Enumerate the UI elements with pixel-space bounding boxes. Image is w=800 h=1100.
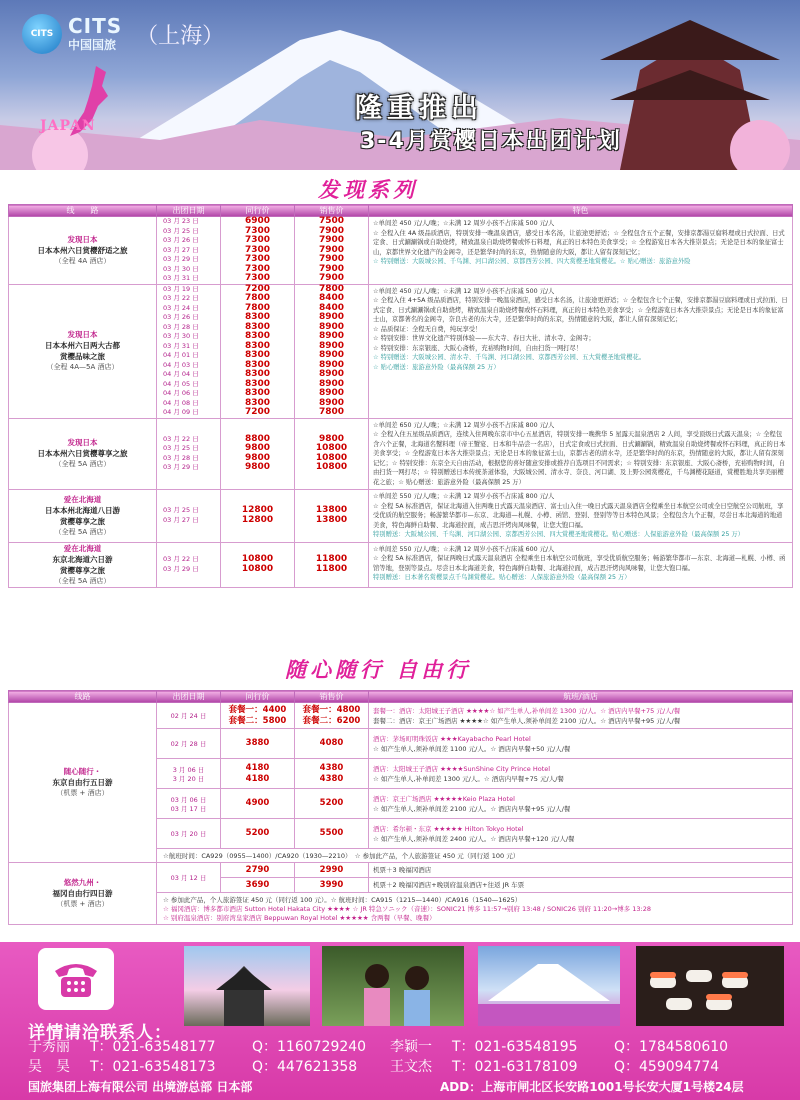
- departure-date: 03 月 30 日: [163, 264, 199, 273]
- column-header: 航班/酒店: [369, 691, 793, 703]
- departure-date: 03 月 23 日: [163, 217, 199, 225]
- sale-price: 8900: [318, 312, 345, 322]
- contact-name: 吴 昊: [28, 1059, 70, 1075]
- peer-price: 9800: [244, 443, 271, 454]
- feature-text: ☆单间差 650 元/人/晚；☆未满 12 周岁小孩不占床减 800 元/人: [373, 421, 555, 429]
- column-header: 同行价: [221, 205, 295, 217]
- feature-cell: [369, 217, 793, 285]
- hotel-cell: [369, 759, 793, 789]
- globe-icon: CITS: [22, 14, 62, 54]
- peer-price: 4180: [245, 762, 270, 773]
- peer-price: 7300: [244, 273, 271, 283]
- discovery-table: [8, 204, 793, 588]
- feature-text: 特别赠送：日本著名赏樱景点千鸟渊赏樱花。贴心赠送：人保旅游意外险（最高保额 25 万）: [373, 574, 631, 581]
- peer-price-cell: [221, 729, 295, 759]
- peer-price: 8300: [244, 369, 271, 379]
- feature-text: ☆ 特别赠送：大阪城公园、千鸟渊、河口湖公园、京都西芳公园、四大赏樱圣地赏樱花。☆ 贴心赠送：旅游意外险: [373, 258, 691, 265]
- cits-logo: [22, 14, 224, 54]
- sale-price: 7900: [318, 273, 345, 283]
- peer-price-cell: 2790: [221, 863, 295, 878]
- route-line: 日本本州北海道八日游: [45, 505, 120, 515]
- departure-date: 04 月 06 日: [163, 389, 199, 397]
- peer-price: 12800: [241, 505, 274, 516]
- route-line: （机票 + 酒店）: [56, 900, 109, 908]
- route-line: 随心随行・: [63, 767, 102, 776]
- sale-price: 8900: [318, 397, 345, 408]
- peer-price: 6900: [244, 216, 271, 226]
- column-header: 同行价: [221, 691, 295, 703]
- peer-price: 7300: [244, 263, 271, 274]
- castle-photo: [184, 946, 310, 1026]
- table-row: [9, 284, 793, 418]
- hotel-text: 酒店：希尔顿・东京 ★★★★★ Hilton Tokyo Hotel: [373, 824, 524, 833]
- departure-date: 03 月 22 日: [163, 434, 199, 443]
- sale-price: 8900: [318, 359, 345, 370]
- hotel-text: ☆ 如产生单人,须补单间差 2400 元/人。☆ 酒店内早餐+120 元/人/餐: [373, 834, 575, 843]
- dates-cell: [157, 759, 221, 789]
- column-header: 线路: [9, 691, 157, 703]
- dates-cell: [157, 789, 221, 819]
- route-line: （全程 4A 酒店）: [54, 256, 111, 265]
- sale-price: 7900: [318, 263, 345, 274]
- sale-price: 10800: [315, 462, 348, 473]
- departure-date: 03 月 27 日: [163, 245, 199, 254]
- hotel-text: 套餐一：酒店：太阳城王子酒店 ★★★★☆ 如产生单人,补单间差 1300 元/人。☆ 酒店内早餐+75 元/人/餐: [373, 706, 681, 715]
- route-line: 赏樱尊享之旅: [60, 516, 105, 526]
- peer-price: 8300: [244, 312, 271, 322]
- sale-price-cell: [295, 284, 369, 418]
- sale-price: 11800: [315, 563, 348, 574]
- route-line: 爱在北海道: [63, 494, 102, 504]
- departure-date: 03 月 27 日: [163, 515, 199, 524]
- feature-text: ☆ 特别赠送：大阪城公园、清水寺、千鸟渊、河口湖公园、京都西芳公园、五大赏樱圣地赏樱花。: [373, 354, 646, 361]
- departure-date: 03 月 06 日: [170, 795, 207, 804]
- peer-price: 7300: [244, 244, 271, 255]
- sale-price-cell: [295, 759, 369, 789]
- departure-date: 03 月 29 日: [163, 255, 199, 263]
- feature-text: ☆ 全程入住 4A 级品质酒店，特别安排一晚温泉酒店，感受日本名汤，让旅途更舒适；☆ 全程包含五个正餐，安排京都湯豆腐料理或日式拉面、日式定食、日式涮涮锅或自助烧烤，精致温泉自助烧烤餐或怀石料理，真正的日本特色美食享受；☆ 全程游览日本各大推崇景点；无论是日本的象征富士山，京都世界文化遗产的金阁寺，还是繁华时尚的东京，热情随意的大阪，都让人留有深刻记忆；: [373, 229, 785, 256]
- dates-cell: [157, 490, 221, 543]
- departure-date: 3 月 20 日: [172, 774, 205, 783]
- peer-price: 8300: [244, 397, 271, 408]
- feature-text: ☆ 品质保证：全程无自费，纯玩享受！: [373, 325, 482, 333]
- sale-price-cell: [295, 729, 369, 759]
- section2-title: 随心随行 自由行: [285, 658, 472, 682]
- departure-date: 3 月 06 日: [172, 765, 205, 774]
- peer-price-cell: [221, 759, 295, 789]
- fukuoka-note: ☆ 参加此产品，个人旅游签证 450 元（同行返 100 元）。☆ 航班时间：CA915（1215—1440）/CA916（1540—1625）: [163, 896, 522, 904]
- departure-date: 04 月 04 日: [163, 370, 199, 378]
- contact-qq: Q：1160729240: [252, 1039, 367, 1055]
- peer-price-cell: [221, 789, 295, 819]
- feature-text: ☆ 全程入住五星级品质酒店，连续入住两晚东京市中心五星酒店，特别安排一晚携华 5 星露天温泉酒店 2 人间，享受顶级日式露天温泉；☆ 全程包含六个正餐，北海道名蟹料理（帝王蟹宴、日本和牛品尝一名店），日式定食或日式拉面、日式涮涮锅，精致温泉自助烧烤餐或怀石料理，真正的日本美食享受；☆ 全程游览日本各大推崇景点；无论是日本的象征富士山，京都古老的清水寺，还是繁华时尚的东京，热情随意的大阪，都让人留有深刻记忆；☆ 特别安排：东京全天自由活动，根据您的喜好随意安排或推荐自选项目不同需求；☆ 特别安排：东京银座、大阪心斋桥，充裕购物时间，自由扫货一网打尽；☆ 特别赠送日本传统茶道体验，大阪城公园、清水寺、奈良、河口湖、及上野公园赏樱花，千鸟渊樱花隧道，赏樱胜地共享美丽樱花之旅；☆ 贴心赠送：旅游意外险（最高保额 25 万）: [373, 431, 786, 486]
- route-line: 日本本州六日赏樱尊享之旅: [37, 449, 128, 459]
- hotel-cell: [369, 703, 793, 729]
- sale-price: 8400: [318, 302, 345, 313]
- departure-date: 03 月 19 日: [163, 284, 199, 293]
- hotel-cell: [369, 789, 793, 819]
- fukuoka-note: ☆ 福冈酒店：博多都市酒店 Sutton Hotel Hakata City ★★★★ ☆ JR 特急ソニック（音速）：SONIC21 博多 11:57→别府 13:48 / SONIC26 别府 11:20→博多 13:28: [163, 905, 651, 913]
- sale-price: 5200: [319, 798, 344, 808]
- fuji-photo: [478, 946, 620, 1026]
- sale-price: 7500: [318, 216, 345, 226]
- kimono-photo: [322, 946, 464, 1026]
- section1-title: 发现系列: [318, 178, 418, 202]
- feature-cell: [369, 284, 793, 418]
- contact-name: 于秀丽: [28, 1039, 70, 1055]
- peer-price: 7300: [244, 235, 271, 245]
- contact-qq: Q：459094774: [614, 1059, 720, 1075]
- sale-price-cell: [295, 490, 369, 543]
- route-cell: [9, 418, 157, 490]
- departure-date: 04 月 05 日: [163, 379, 199, 388]
- route-line: 赏樱品味之旅: [60, 352, 105, 361]
- sale-price: 8900: [318, 321, 345, 332]
- route-line: 东京北海道六日游: [52, 554, 113, 564]
- sale-price: 5500: [319, 828, 344, 838]
- japan-badge-text: JAPAN: [40, 118, 96, 134]
- sale-price: 8900: [318, 340, 345, 351]
- sale-price-cell: [295, 703, 369, 729]
- sale-price: 7900: [318, 244, 345, 255]
- hero-subtitle: 3-4月赏樱日本出团计划: [360, 129, 622, 154]
- departure-date: 04 月 03 日: [163, 360, 199, 369]
- hotel-text: ☆ 如产生单人,补单间差 1300 元/人。☆ 酒店内早餐+75 元/人/餐: [373, 774, 564, 783]
- peer-price-cell: [221, 490, 295, 543]
- peer-price-cell: [221, 418, 295, 490]
- feature-text: ☆ 全程 5A 标准酒店，保证两晚日式露天温泉酒店 全程乘坐日本航空公司航班，享受优质航空服务；畅游繁华都市—东京、北海道—札幌、小樽、函馆等地，登别等景点。尽尝日本北海道美食，特色海鲜自助餐、北海道拉面，成吉思汗烤肉风味餐，让您大饱口福。: [373, 555, 786, 572]
- dates-cell: [157, 284, 221, 418]
- company-name: 国旅集团上海有限公司 出境游总部 日本部: [28, 1080, 253, 1094]
- hotel-text: ☆ 如产生单人,须补单间差 2100 元/人。☆ 酒店内早餐+95 元/人/餐: [373, 804, 571, 813]
- peer-price: 8300: [244, 331, 271, 341]
- departure-date: 03 月 25 日: [163, 226, 199, 235]
- table-row: [9, 863, 793, 878]
- hotel-text: ☆ 如产生单人,须补单间差 1100 元/人。☆ 酒店内早餐+50 元/人/餐: [373, 744, 571, 753]
- departure-date: 03 月 24 日: [163, 303, 199, 312]
- route-line: 发现日本: [67, 234, 98, 244]
- peer-price-cell: [221, 703, 295, 729]
- dates-cell: [157, 703, 221, 729]
- sale-price: 7900: [318, 235, 345, 245]
- route-cell: [9, 542, 157, 587]
- fukuoka-note: ☆ 别府温泉酒店：别府湾皇家酒店 Beppuwan Royal Hotel ★★★★★ 含两餐（早餐、晚餐）: [163, 914, 436, 922]
- column-header: 线 路: [9, 205, 157, 217]
- peer-price: 7300: [244, 225, 271, 236]
- route-line: 爱在北海道: [63, 543, 102, 553]
- feature-cell: [369, 542, 793, 587]
- peer-price: 9800: [244, 452, 271, 463]
- departure-date: 03 月 28 日: [163, 322, 199, 331]
- free-travel-table: [8, 690, 793, 925]
- peer-price: 7800: [244, 293, 271, 303]
- sale-price: 13800: [315, 505, 348, 516]
- sale-price-cell: [295, 418, 369, 490]
- contact-phone: T：021-63548173: [90, 1059, 216, 1075]
- hero-banner: [0, 0, 800, 170]
- feature-cell: [369, 418, 793, 490]
- feature-text: ☆单间差 450 元/人/晚；☆未满 12 周岁小孩不占床减 500 元/人: [373, 220, 555, 227]
- peer-price: 12800: [241, 514, 274, 525]
- column-header: 出团日期: [157, 205, 221, 217]
- route-line: 发现日本: [67, 330, 98, 339]
- route-line: （全程 5A 酒店）: [54, 576, 111, 585]
- sale-price: 8900: [318, 331, 345, 341]
- departure-date: 02 月 24 日: [170, 712, 207, 720]
- route-line: 日本本州六日赏樱舒适之旅: [37, 245, 128, 255]
- contact-phone: T：021-63548195: [452, 1039, 578, 1055]
- sale-price-cell: [295, 542, 369, 587]
- hotel-text: 酒店：茅场町明珠饭店 ★★★Kayabacho Pearl Hotel: [373, 734, 531, 743]
- sale-price: 7800: [318, 283, 345, 294]
- departure-date: 03 月 29 日: [163, 463, 199, 472]
- departure-date: 03 月 26 日: [163, 236, 199, 244]
- hotel-text: 酒店：京王广场酒店 ★★★★★Keio Plaza Hotel: [373, 794, 515, 803]
- peer-price: 7300: [244, 254, 271, 264]
- departure-date: 03 月 25 日: [163, 506, 199, 515]
- sale-price-cell: [295, 217, 369, 285]
- peer-price-cell: [221, 217, 295, 285]
- peer-price: 8800: [244, 433, 271, 444]
- feature-text: 特别赠送：大阪城公园、千鸟渊、河口湖公园、京都西芳公园、四大赏樱圣地赏樱花。贴心赠送：人保旅游意外险（最高保额 25 万）: [373, 531, 744, 538]
- departure-date: 04 月 09 日: [163, 408, 199, 416]
- column-header: 销售价: [295, 691, 369, 703]
- departure-date: 03 月 28 日: [163, 453, 199, 462]
- departure-date: 03 月 17 日: [170, 804, 207, 813]
- table-row: [9, 490, 793, 543]
- route-line: 赏樱尊享之旅: [60, 565, 105, 575]
- contact-name: 王文杰: [390, 1059, 432, 1075]
- peer-price: 9800: [244, 462, 271, 473]
- dates-cell: [157, 729, 221, 759]
- contact-phone: T：021-63548177: [90, 1039, 216, 1055]
- route-line: （全程 5A 酒店）: [54, 460, 111, 469]
- route-line: 福冈自由行四日游: [52, 889, 113, 898]
- sale-price-cell: [295, 819, 369, 849]
- departure-date: 03 月 30 日: [163, 332, 199, 340]
- peer-price: 10800: [241, 563, 274, 574]
- sale-price-cell: 2990: [295, 863, 369, 878]
- hotel-cell: [369, 819, 793, 849]
- dates-cell: 03 月 12 日: [157, 863, 221, 893]
- departure-date: 03 月 25 日: [163, 444, 199, 453]
- departure-date: 03 月 22 日: [163, 555, 199, 563]
- departure-date: 04 月 01 日: [163, 351, 199, 359]
- peer-price: 3880: [245, 738, 270, 748]
- peer-price: 8300: [244, 350, 271, 360]
- peer-price: 10800: [241, 554, 274, 564]
- table-row: [9, 542, 793, 587]
- route-line: （机票 + 酒店）: [56, 789, 109, 797]
- peer-price: 4180: [245, 773, 270, 784]
- peer-price-cell: 3690: [221, 878, 295, 893]
- sale-price: 7800: [318, 407, 345, 417]
- departure-date: 03 月 31 日: [163, 341, 199, 350]
- hero-title: 隆重推出: [355, 93, 483, 124]
- feature-text: ☆单间差 550 元/人/晚；☆未满 12 周岁小孩不占床减 600 元/人: [373, 545, 555, 553]
- peer-price-cell: [221, 284, 295, 418]
- peer-price: 套餐一：4400: [228, 704, 287, 715]
- peer-price-cell: [221, 542, 295, 587]
- phone-icon: [38, 948, 114, 1010]
- departure-date: 03 月 31 日: [163, 274, 199, 282]
- peer-price: 5200: [245, 828, 270, 838]
- feature-text: ☆ 全程 5A 标准酒店，保证北海道入住两晚日式露天温泉酒店、富士山入住一晚日式露天温泉酒店全程乘坐日本航空公司或全日空航空公司航班，享受优质的航空服务；畅游繁华都市—东京、北海道—札幌、小樽、函馆、登别、登别等等日本特色风景；全程包含九个正餐，尽尝日本北海道的地道美食，特色海鲜自助餐、北海道拉面，成吉思汗烤肉风味餐，让您大饱口福。: [373, 502, 784, 529]
- route-cell: [9, 284, 157, 418]
- sale-price-cell: [295, 789, 369, 819]
- dates-cell: [157, 819, 221, 849]
- sale-price: 8900: [318, 369, 345, 379]
- feature-text: ☆ 特别安排：世界文化遗产特别体验——东大寺、春日大社、清水寺、金阁寺；: [373, 335, 595, 342]
- sushi-photo: [636, 946, 784, 1026]
- sale-price: 8900: [318, 378, 345, 389]
- sale-price: 9800: [318, 433, 345, 444]
- route-line: 发现日本: [67, 438, 98, 448]
- peer-price: 4900: [245, 798, 270, 808]
- route-cell: [9, 863, 157, 925]
- dates-cell: [157, 217, 221, 285]
- column-header: 特色: [369, 205, 793, 217]
- table-row: [9, 703, 793, 729]
- route-cell: [9, 703, 157, 863]
- sale-price: 11800: [315, 554, 348, 564]
- table-row: [9, 217, 793, 285]
- departure-date: 03 月 26 日: [163, 313, 199, 321]
- route-line: 东京自由行五日游: [52, 778, 113, 787]
- departure-date: 04 月 08 日: [163, 398, 199, 407]
- sale-price: 套餐一：4800: [302, 704, 361, 715]
- sale-price: 4080: [319, 738, 344, 748]
- peer-price: 8300: [244, 359, 271, 370]
- sale-price: 4380: [319, 762, 344, 773]
- sale-price: 4380: [319, 773, 344, 784]
- sale-price: 10800: [315, 443, 348, 454]
- departure-date: 03 月 29 日: [163, 564, 199, 573]
- sale-price: 8900: [318, 388, 345, 398]
- contact-qq: Q：1784580610: [614, 1039, 729, 1055]
- feature-text: ☆ 特别安排：东京银座、大阪心斋桥，充裕购物时间，自由扫货一网打尽！: [373, 344, 583, 352]
- logo-city: （上海）: [136, 23, 225, 49]
- contact-phone: T：021-63178109: [452, 1059, 578, 1075]
- route-line: 日本本州六日两大古都: [45, 341, 120, 350]
- peer-price-cell: [221, 819, 295, 849]
- sale-price: 10800: [315, 452, 348, 463]
- feature-text: ☆单间差 550 元/人/晚；☆未满 12 周岁小孩不占床减 800 元/人: [373, 493, 555, 500]
- route-cell: [9, 490, 157, 543]
- route-line: 悠然九州・: [63, 878, 102, 887]
- sale-price-cell: 3990: [295, 878, 369, 893]
- column-header: 出团日期: [157, 691, 221, 703]
- departure-date: 03 月 20 日: [170, 830, 207, 838]
- contact-name: 李颖一: [390, 1039, 432, 1055]
- route-cell: [9, 217, 157, 285]
- company-address: ADD：上海市闸北区长安路1001号长安大厦1号楼24层: [440, 1080, 744, 1094]
- hotel-cell: 机票＋3 晚福冈酒店: [369, 863, 793, 878]
- route-line: （全程 4A—5A 酒店）: [46, 363, 119, 371]
- feature-text: ☆ 贴心赠送：旅游意外险（最高保额 25 万）: [373, 363, 500, 371]
- dates-cell: [157, 418, 221, 490]
- contact-qq: Q：447621358: [252, 1059, 358, 1075]
- sale-price: 13800: [315, 514, 348, 525]
- contact-title: 详情请洽联系人：: [28, 1023, 172, 1043]
- peer-price: 7200: [244, 407, 271, 417]
- peer-price: 8300: [244, 340, 271, 351]
- dates-cell: [157, 542, 221, 587]
- peer-price: 套餐二：5800: [228, 715, 287, 726]
- hotel-text: 套餐二：酒店：京王广场酒店 ★★★★☆ 如产生单人,须补单间差 2100 元/人。☆ 酒店内早餐+95 元/人/餐: [373, 716, 681, 725]
- logo-cn: 中国国旅: [68, 37, 117, 52]
- hotel-cell: [369, 729, 793, 759]
- hotel-text: 酒店：太阳城王子酒店 ★★★★SunShine City Prince Hotel: [373, 764, 551, 773]
- feature-cell: [369, 490, 793, 543]
- table-row: [9, 418, 793, 490]
- column-header: 销售价: [295, 205, 369, 217]
- peer-price: 7800: [244, 302, 271, 313]
- feature-text: ☆ 全程入住 4+5A 级品质酒店，特别安排一晚温泉酒店，感受日本名汤，让旅途更舒适；☆ 全程包含七个正餐，安排京都湯豆腐料理或日式拉面、日式定食、日式涮涮锅或自助烧烤，精致温泉自助烧烤餐或怀石料理，真正的日本特色美食享受；☆ 全程游览日本各大推崇景点；无论是日本的象征富士山，京都著名的金阁寺，奈良古老的东大寺，还是繁华时尚的东京，热情随意的大阪，都让人留有深刻记忆；: [373, 297, 788, 323]
- peer-price: 8300: [244, 321, 271, 332]
- flight-note: ☆航班时间：CA929（0955—1400）/CA920（1930—2210） ☆ 参加此产品，个人旅游签证 450 元（同行返 100 元）: [157, 849, 793, 863]
- route-line: （全程 5A 酒店）: [54, 527, 111, 536]
- peer-price: 8300: [244, 388, 271, 398]
- sale-price: 7900: [318, 225, 345, 236]
- departure-date: 03 月 22 日: [163, 294, 199, 302]
- sale-price: 8400: [318, 293, 345, 303]
- sale-price: 8900: [318, 350, 345, 360]
- hotel-cell: 机票＋2 晚福冈酒店+晚别府温泉酒店+往返 JR 车票: [369, 878, 793, 893]
- sale-price: 套餐二：6200: [302, 715, 361, 726]
- peer-price: 8300: [244, 378, 271, 389]
- logo-en: CITS: [68, 13, 123, 38]
- peer-price: 7200: [244, 283, 271, 294]
- departure-date: 02 月 28 日: [170, 740, 207, 748]
- fukuoka-notes: [157, 893, 793, 925]
- feature-text: ☆单间差 450 元/人/晚；☆未满 12 周岁小孩不占床减 500 元/人: [373, 287, 555, 295]
- sale-price: 7900: [318, 254, 345, 264]
